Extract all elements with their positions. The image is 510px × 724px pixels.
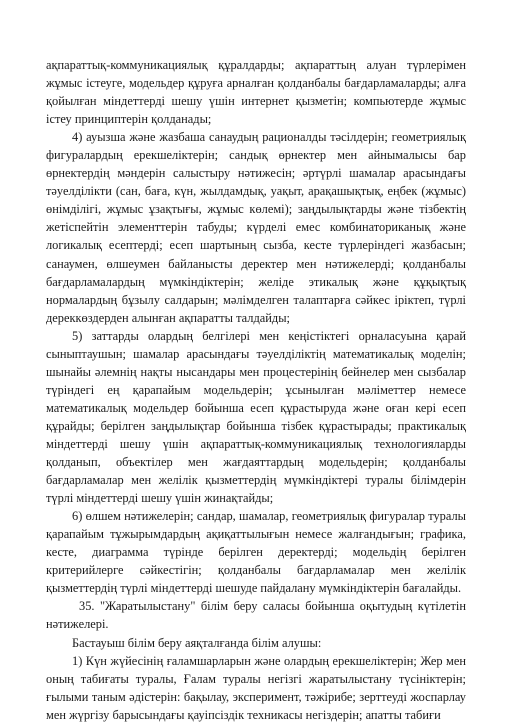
paragraph-item-4: 4) ауызша және жазбаша санаудың рационалды тәсілдерін; геометриялық фигуралардың ерекшеліктерін; сандық өрнектер мен айнымалысы бар өрнектердің мәндерін салыстыру нәтижесін; әртүрлі шамалар арасындағы тәуелділікти (сан, баға, күн, жылдамдық, уақыт, арақашықтық, еңбек (жұмыс) өнімділігі, жұмыс ұзақтығы, жұмыс көлемі); заңдылықтарды және тізбектің жетіспейтін элементтерін табуды; күрделі емес комбинаториканық және логикалық есептерді; есеп шартының сызба, кесте түрлеріндегі жазбасын; санаумен, өлшеумен байланысты деректер мен нәтижелерді; қолданбалы бағдарламалардың мүмкіндіктерін; желіде этикалық және құқықтық нормалардың бұзылу салдарын; мәлімделген талаптарға сәйкес іріктеп, түрлі дереккөздерден алынған ақпаратты талдайды; (46, 130, 466, 325)
document-page (46, 56, 466, 724)
paragraph-item-6: 6) өлшем нәтижелерін; сандар, шамалар, геометриялық фигуралар туралы қарапайым тұжырымдардың ақиқаттылығын немесе жалғандығын; графика, кесте, диаграмма түрінде берілген деректерді; модельдің берілген критерийлерге сәйкестігін; қолданбалы бағдарламалар мен желілік қызметтердің түрлі міндеттерді шешуде пайдалану мүмкіндіктерін бағалайды. (46, 509, 466, 596)
section-heading-35: 35. "Жаратылыстану" білім беру саласы бойынша оқытудың күтілетін нәтижелері. (46, 599, 466, 632)
paragraph-intro: Бастауыш білім беру аяқталғанда білім алушы: (72, 635, 322, 650)
paragraph-ict-tools: ақпараттық-коммуникациялық құралдарды; ақпараттың алуан түрлерімен жұмыс істеуге, модельдер құруға арналған қолданбалы бағдарламаларды; алға қойылған міндеттерді шешу үшін интернет қызметін; компьютерде жұмыс істеу принциптерін қолданады; (46, 58, 466, 127)
paragraph-item-5: 5) заттарды олардың белгілері мен кеңістіктегі орналасуына қарай сыныптаушын; шамалар арасындағы тәуелділіктің математикалық моделін; шынайы әлемнің нақты нысандары мен процестерінің бейнелер мен сызбалар түріндегі ең қарапайым модельдерін; ұсынылған мәліметтер немесе математикалық модельдер бойынша есеп құрастыруда және оған кері есеп құрайды; берілген заңдылықтар бойынша тізбек құрастырады; практикалық міндеттерді шешу үшін ақпараттық-коммуникациялық технологияларды қолданып, объектілер мен жағдаяттардың модельдерін; қолданбалы бағдарламалар мен желілік қызметтердің мүмкіндіктері туралы білімдерін түрлі міндеттерді шешу үшін жинақтайды; (46, 328, 466, 506)
paragraph-item-1: 1) Күн жүйесінің ғаламшарларын және олардың ерекшеліктерін; Жер мен оның табиғаты туралы, Ғалам туралы негізгі жаратылыстану түсініктерін; ғылыми таным әдістерін: бақылау, эксперимент, тәжірибе; зерттеуді жоспарлау мен жүргізу барысындағы қауіпсіздік техникасы негіздерін; апатты табиғи (46, 653, 466, 722)
